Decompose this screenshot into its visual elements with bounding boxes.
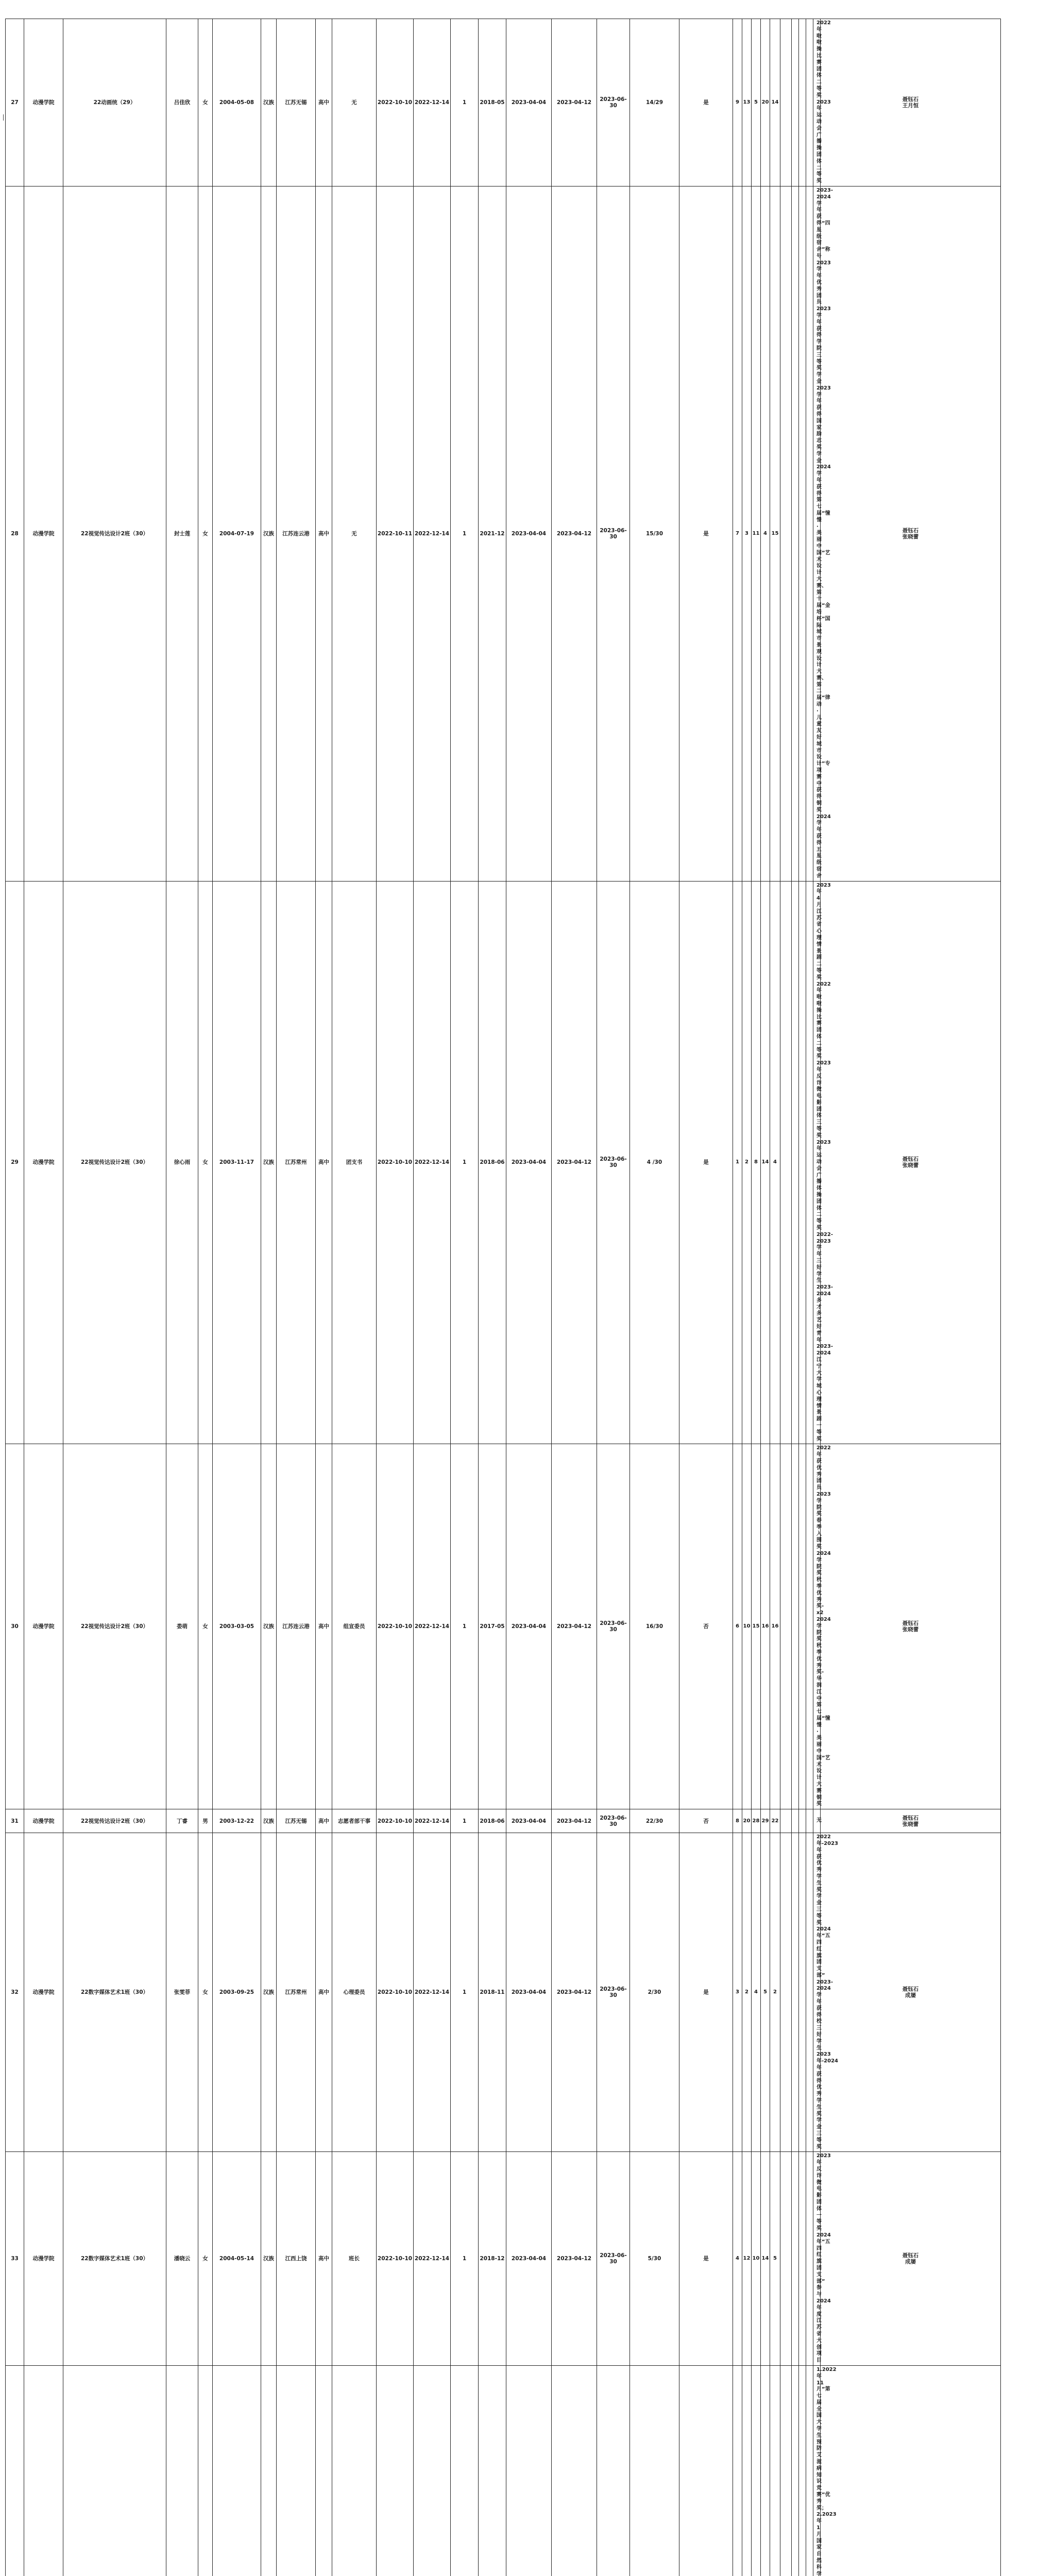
award-line: 2022-2023学年 三好学生 [816,1232,817,1284]
table-row [6,2152,1053,2366]
date-cell-3: 2023-06-30 [597,186,630,881]
class-cell: 22视觉传达设计2班（30） [63,1444,166,1809]
activist-date-cell: 2022-12-14 [414,1809,451,1833]
college-cell [24,2365,63,2576]
position-cell: 团支书 [332,881,377,1444]
date-cell-2: 2023-04-12 [552,1833,597,2152]
activist-date-cell: 2022-12-14 [414,19,451,187]
contact-cell [821,1444,1001,1809]
date-cell-2: 2023-04-12 [552,881,597,1444]
row-number: 28 [6,186,24,881]
empty-cell [780,19,792,187]
position-cell: 志愿者部干事 [332,1809,377,1833]
score-cell-3: 11 [752,186,761,881]
award-line: 2023学院奖春季入围奖 [816,1492,817,1551]
contact-name: 聂钰石 [821,1986,1000,1992]
origin-cell: 江西上饶 [277,2152,316,2366]
scan-edge-mark [0,114,4,121]
college-cell: 动漫学院 [24,1809,63,1833]
education-cell: 高中 [316,2152,332,2366]
date-cell-3: 2023-06-30 [597,19,630,187]
apply-date-cell: 2022-10-10 [377,881,414,1444]
date-cell-1: 2023-04-04 [506,881,552,1444]
awards-cell [813,1444,821,1809]
empty-cell [799,186,806,881]
apply-date-cell: 2022-10-10 [377,1809,414,1833]
ethnicity-cell: 汉族 [261,2152,277,2366]
college-cell: 动漫学院 [24,1444,63,1809]
class-cell: 22视觉传达设计2班（30） [63,1809,166,1833]
name-cell: 丁睿 [166,1809,198,1833]
awards-cell [813,1809,821,1833]
pass-cell: 是 [679,2152,733,2366]
award-line: 2024学年获得第七届“憧憬·美丽中国”艺术设计大赛、第十届“金培杯”国际城市景观设计大赛、第二届“律动·儿童友好城市设计”专项赛中获得 铜奖 [816,464,817,814]
apply-date-cell: 2022-10-10 [377,1444,414,1809]
class-cell: 22动画统（29） [63,19,166,187]
position-cell: 心理委员 [332,1833,377,2152]
score-cell-4 [761,2365,770,2576]
contact-name: 张晓蕾 [821,1821,1000,1827]
score-cell-2: 13 [742,19,752,187]
award-line: 2023年运动会广播操团体二等奖 [816,99,817,185]
award-line: 2024学年获得五星级宿舍 [816,814,817,880]
contact-name: 张晓蕾 [821,1626,1000,1633]
contact-name: 聂钰石 [821,1156,1000,1162]
contact-name: 聂钰石 [821,528,1000,534]
score-cell-2 [742,2365,752,2576]
empty-cell [792,2152,799,2366]
contact-name: 聂钰石 [821,96,1000,103]
score-cell-4: 29 [761,1809,770,1833]
rank-cell: 4 /30 [630,881,679,1444]
empty-cell [806,186,813,881]
score-cell-2: 20 [742,1809,752,1833]
contact-cell [821,1809,1001,1833]
college-cell: 动漫学院 [24,186,63,881]
birth-date-cell: 2003-12-22 [213,1809,261,1833]
contact-name: 聂钰石 [821,1620,1000,1626]
award-line: 2022年啦啦操比赛团体二等奖 [816,20,817,99]
score-cell-2: 12 [742,2152,752,2366]
score-cell-3 [752,2365,761,2576]
ethnicity-cell: 汉族 [261,186,277,881]
score-cell-4: 4 [761,186,770,881]
date-cell-3 [597,2365,630,2576]
award-line: 2023学年获得国家励志奖学金 [816,385,817,465]
date-cell-1: 2023-04-04 [506,1444,552,1809]
table-row [6,1444,1053,1809]
score-cell-5: 5 [770,2152,780,2366]
empty-cell [780,1809,792,1833]
table-row [6,19,1053,187]
name-cell: 张雯菲 [166,1833,198,2152]
contact-cell [821,2365,1001,2576]
name-cell: 封士莲 [166,186,198,881]
activist-date-cell [414,2365,451,2576]
contact-name: 聂钰石 [821,1815,1000,1821]
empty-cell [806,1444,813,1809]
pass-cell: 否 [679,1444,733,1809]
score-cell-2: 2 [742,881,752,1444]
empty-cell [792,1809,799,1833]
award-line: 2023-2024多才多艺好青年 [816,1284,817,1344]
award-line: 2022年-2023年获优秀学生奖学金三等奖 [816,1834,817,1926]
date-cell-3: 2023-06-30 [597,1444,630,1809]
ethnicity-cell: 汉族 [261,19,277,187]
birth-date-cell: 2003-09-25 [213,1833,261,2152]
empty-cell [806,19,813,187]
date-cell-1: 2023-04-04 [506,19,552,187]
score-cell-5 [770,2365,780,2576]
date-cell-3: 2023-06-30 [597,881,630,1444]
education-cell: 高中 [316,1809,332,1833]
row-number: 30 [6,1444,24,1809]
member-table [5,19,1053,2576]
award-line: 2023年运动会广播体操团体二等奖 [816,1140,817,1232]
contact-name: 成屡 [821,1992,1000,1998]
rank-cell [630,2365,679,2576]
contact-name: 聂钰石 [821,2252,1000,2259]
score-cell-1: 8 [733,1809,742,1833]
award-line: 2023学年优秀团员 [816,260,817,307]
award-line: 2024年“五四红旗团支部” [816,2232,817,2285]
table-row [6,1809,1053,1833]
score-cell-2: 10 [742,1444,752,1809]
activist-date-cell: 2022-12-14 [414,186,451,881]
education-cell: 高中 [316,1833,332,2152]
empty-cell [799,19,806,187]
score-cell-5: 15 [770,186,780,881]
ethnicity-cell [261,2365,277,2576]
date-cell-3: 2023-06-30 [597,1833,630,2152]
count-cell: 1 [451,1444,479,1809]
award-line: 1.2022年11月“第七届全国大学生预防艾滋病知识竞赛”优秀奖； [816,2367,817,2512]
name-cell: 娄萌 [166,1444,198,1809]
award-line: 参与2024年度江苏省大创项目 [816,2285,817,2364]
empty-cell [780,186,792,881]
position-cell: 组宣委员 [332,1444,377,1809]
empty-cell [799,1809,806,1833]
contact-name: 成屡 [821,2259,1000,2265]
score-cell-4: 14 [761,2152,770,2366]
education-cell: 高中 [316,1444,332,1809]
gender-cell: 女 [198,1444,213,1809]
score-cell-5: 4 [770,881,780,1444]
empty-cell [806,2152,813,2366]
name-cell: 徐心雨 [166,881,198,1444]
score-cell-4: 14 [761,881,770,1444]
empty-cell [806,1809,813,1833]
award-line: 无 [816,1818,817,1824]
origin-cell: 江苏无锡 [277,19,316,187]
empty-cell [799,1833,806,2152]
origin-cell: 江苏连云港 [277,186,316,881]
gender-cell: 女 [198,186,213,881]
birth-date-cell [213,2365,261,2576]
empty-cell [792,1833,799,2152]
contact-name: 王月恒 [821,103,1000,109]
score-cell-4: 16 [761,1444,770,1809]
origin-cell: 江苏连云港 [277,1444,316,1809]
award-line: 2023-2024江宁大学城心理情景剧一等奖 [816,1344,817,1443]
row-number: 29 [6,881,24,1444]
score-cell-5: 2 [770,1833,780,2152]
empty-cell [799,2365,806,2576]
apply-date-cell: 2022-10-10 [377,2152,414,2366]
college-cell: 动漫学院 [24,2152,63,2366]
league-date-cell [479,2365,506,2576]
empty-cell [780,2365,792,2576]
empty-cell [806,1833,813,2152]
position-cell: 无 [332,186,377,881]
award-line: 2023学年获得学院三等奖学金 [816,306,817,385]
award-line: 2023-2024学年获得“四星级宿舍”称号 [816,188,817,260]
score-cell-1: 1 [733,881,742,1444]
empty-cell [792,881,799,1444]
row-number: 27 [6,19,24,187]
awards-cell [813,2365,821,2576]
pass-cell: 是 [679,1833,733,2152]
league-date-cell: 2017-05 [479,1444,506,1809]
rank-cell: 15/30 [630,186,679,881]
award-line: 2023年反诈微电影团体三等奖 [816,1060,817,1140]
empty-cell [780,2152,792,2366]
college-cell: 动漫学院 [24,1833,63,2152]
score-cell-2: 3 [742,186,752,881]
position-cell [332,2365,377,2576]
date-cell-3: 2023-06-30 [597,2152,630,2366]
empty-cell [806,881,813,1444]
activist-date-cell: 2022-12-14 [414,881,451,1444]
awards-cell [813,1833,821,2152]
league-date-cell: 2018-05 [479,19,506,187]
contact-cell [821,186,1001,881]
date-cell-1: 2023-04-04 [506,1809,552,1833]
award-line: 2024学院奖秋季优秀奖-x2 [816,1551,817,1617]
ethnicity-cell: 汉族 [261,1444,277,1809]
table-body [6,19,1053,2576]
name-cell [166,2365,198,2576]
origin-cell: 江苏常州 [277,881,316,1444]
class-cell: 22视觉传达设计2班（30） [63,881,166,1444]
score-cell-2: 2 [742,1833,752,2152]
score-cell-1: 6 [733,1444,742,1809]
date-cell-1: 2023-04-04 [506,2152,552,2366]
league-date-cell: 2021-12 [479,186,506,881]
row-number: 33 [6,2152,24,2366]
rank-cell: 16/30 [630,1444,679,1809]
awards-cell [813,186,821,881]
count-cell: 1 [451,881,479,1444]
name-cell: 潘晓云 [166,2152,198,2366]
league-date-cell: 2018-12 [479,2152,506,2366]
rank-cell: 5/30 [630,2152,679,2366]
awards-cell [813,881,821,1444]
birth-date-cell: 2004-07-19 [213,186,261,881]
score-cell-3: 8 [752,881,761,1444]
origin-cell: 江苏常州 [277,1833,316,2152]
score-cell-5: 22 [770,1809,780,1833]
count-cell: 1 [451,19,479,187]
empty-cell [799,2152,806,2366]
award-line: 2.2023年1月国家自然科学 [816,2512,817,2576]
pass-cell [679,2365,733,2576]
roster-sheet [5,19,1050,619]
education-cell [316,2365,332,2576]
birth-date-cell: 2004-05-08 [213,19,261,187]
league-date-cell: 2018-06 [479,1809,506,1833]
league-date-cell: 2018-11 [479,1833,506,2152]
row-number: 32 [6,1833,24,2152]
date-cell-2: 2023-04-12 [552,19,597,187]
gender-cell: 女 [198,2152,213,2366]
award-line: 2022年啦啦操比赛团体二等奖 [816,981,817,1061]
count-cell: 1 [451,1833,479,2152]
score-cell-3: 5 [752,19,761,187]
origin-cell: 江苏无锡 [277,1809,316,1833]
score-cell-1: 7 [733,186,742,881]
contact-cell [821,881,1001,1444]
empty-cell [799,881,806,1444]
score-cell-3: 10 [752,2152,761,2366]
apply-date-cell: 2022-10-10 [377,1833,414,2152]
score-cell-1: 9 [733,19,742,187]
date-cell-2: 2023-04-12 [552,1809,597,1833]
apply-date-cell: 2022-10-11 [377,186,414,881]
date-cell-2 [552,2365,597,2576]
awards-cell [813,2152,821,2366]
score-cell-3: 4 [752,1833,761,2152]
education-cell: 高中 [316,881,332,1444]
birth-date-cell: 2003-11-17 [213,881,261,1444]
score-cell-4: 20 [761,19,770,187]
education-cell: 高中 [316,186,332,881]
award-line: 2023年-2024年获得优秀学生奖学金三等奖 [816,2052,817,2150]
empty-cell [792,19,799,187]
score-cell-1: 3 [733,1833,742,2152]
league-date-cell: 2018-06 [479,881,506,1444]
position-cell: 无 [332,19,377,187]
score-cell-5: 16 [770,1444,780,1809]
table-row [6,881,1053,1444]
date-cell-3: 2023-06-30 [597,1809,630,1833]
birth-date-cell: 2004-05-14 [213,2152,261,2366]
apply-date-cell: 2022-10-10 [377,19,414,187]
class-cell: 22数字媒体艺术1班（30） [63,2152,166,2366]
count-cell: 1 [451,2152,479,2366]
college-cell: 动漫学院 [24,19,63,187]
class-cell: 22视觉传达设计2班（30） [63,186,166,881]
empty-cell [780,1444,792,1809]
award-line: 2024学院奖秋季优秀奖-华润江中 [816,1617,817,1702]
contact-name: 张晓蕾 [821,1162,1000,1168]
awards-cell [813,19,821,187]
award-line: 2023-2024学年获得校三好学生 [816,1979,817,2052]
award-line: 2022年获优秀团员 [816,1445,817,1492]
score-cell-5: 14 [770,19,780,187]
count-cell [451,2365,479,2576]
name-cell: 吕佳欣 [166,19,198,187]
date-cell-1 [506,2365,552,2576]
score-cell-1 [733,2365,742,2576]
empty-cell [780,1833,792,2152]
award-line: 2023年4月江苏省心理情景剧二等奖 [816,883,817,981]
position-cell: 班长 [332,2152,377,2366]
gender-cell: 男 [198,1809,213,1833]
pass-cell: 是 [679,186,733,881]
gender-cell: 女 [198,1833,213,2152]
rank-cell: 2/30 [630,1833,679,2152]
empty-cell [806,2365,813,2576]
contact-cell [821,1833,1001,2152]
table-row [6,186,1053,881]
score-cell-3: 28 [752,1809,761,1833]
gender-cell [198,2365,213,2576]
empty-cell [792,1444,799,1809]
row-number: 31 [6,1809,24,1833]
count-cell: 1 [451,186,479,881]
date-cell-2: 2023-04-12 [552,1444,597,1809]
table-row [6,2365,1053,2576]
college-cell: 动漫学院 [24,881,63,1444]
origin-cell [277,2365,316,2576]
activist-date-cell: 2022-12-14 [414,1833,451,2152]
award-line: 2023年反诈微电影团体一等奖 [816,2153,817,2232]
score-cell-3: 15 [752,1444,761,1809]
contact-cell [821,19,1001,187]
row-number [6,2365,24,2576]
gender-cell: 女 [198,881,213,1444]
score-cell-1: 4 [733,2152,742,2366]
rank-cell: 22/30 [630,1809,679,1833]
count-cell: 1 [451,1809,479,1833]
date-cell-1: 2023-04-04 [506,1833,552,2152]
birth-date-cell: 2003-03-05 [213,1444,261,1809]
gender-cell: 女 [198,19,213,187]
ethnicity-cell: 汉族 [261,1833,277,2152]
ethnicity-cell: 汉族 [261,881,277,1444]
apply-date-cell [377,2365,414,2576]
date-cell-1: 2023-04-04 [506,186,552,881]
pass-cell: 是 [679,19,733,187]
pass-cell: 否 [679,1809,733,1833]
empty-cell [799,1444,806,1809]
activist-date-cell: 2022-12-14 [414,1444,451,1809]
activist-date-cell: 2022-12-14 [414,2152,451,2366]
score-cell-4: 5 [761,1833,770,2152]
date-cell-2: 2023-04-12 [552,2152,597,2366]
award-line: 2024年“五四红旗团支部” [816,1926,817,1979]
contact-cell [821,2152,1001,2366]
pass-cell: 是 [679,881,733,1444]
rank-cell: 14/29 [630,19,679,187]
class-cell: 22数字媒体艺术1班（30） [63,1833,166,2152]
empty-cell [780,881,792,1444]
ethnicity-cell: 汉族 [261,1809,277,1833]
table-row [6,1833,1053,2152]
empty-cell [792,186,799,881]
class-cell [63,2365,166,2576]
education-cell: 高中 [316,19,332,187]
date-cell-2: 2023-04-12 [552,186,597,881]
contact-name: 张晓蕾 [821,534,1000,540]
empty-cell [792,2365,799,2576]
award-line: 第七届“憧憬·美丽中国”艺术设计大赛铜奖 [816,1702,817,1808]
